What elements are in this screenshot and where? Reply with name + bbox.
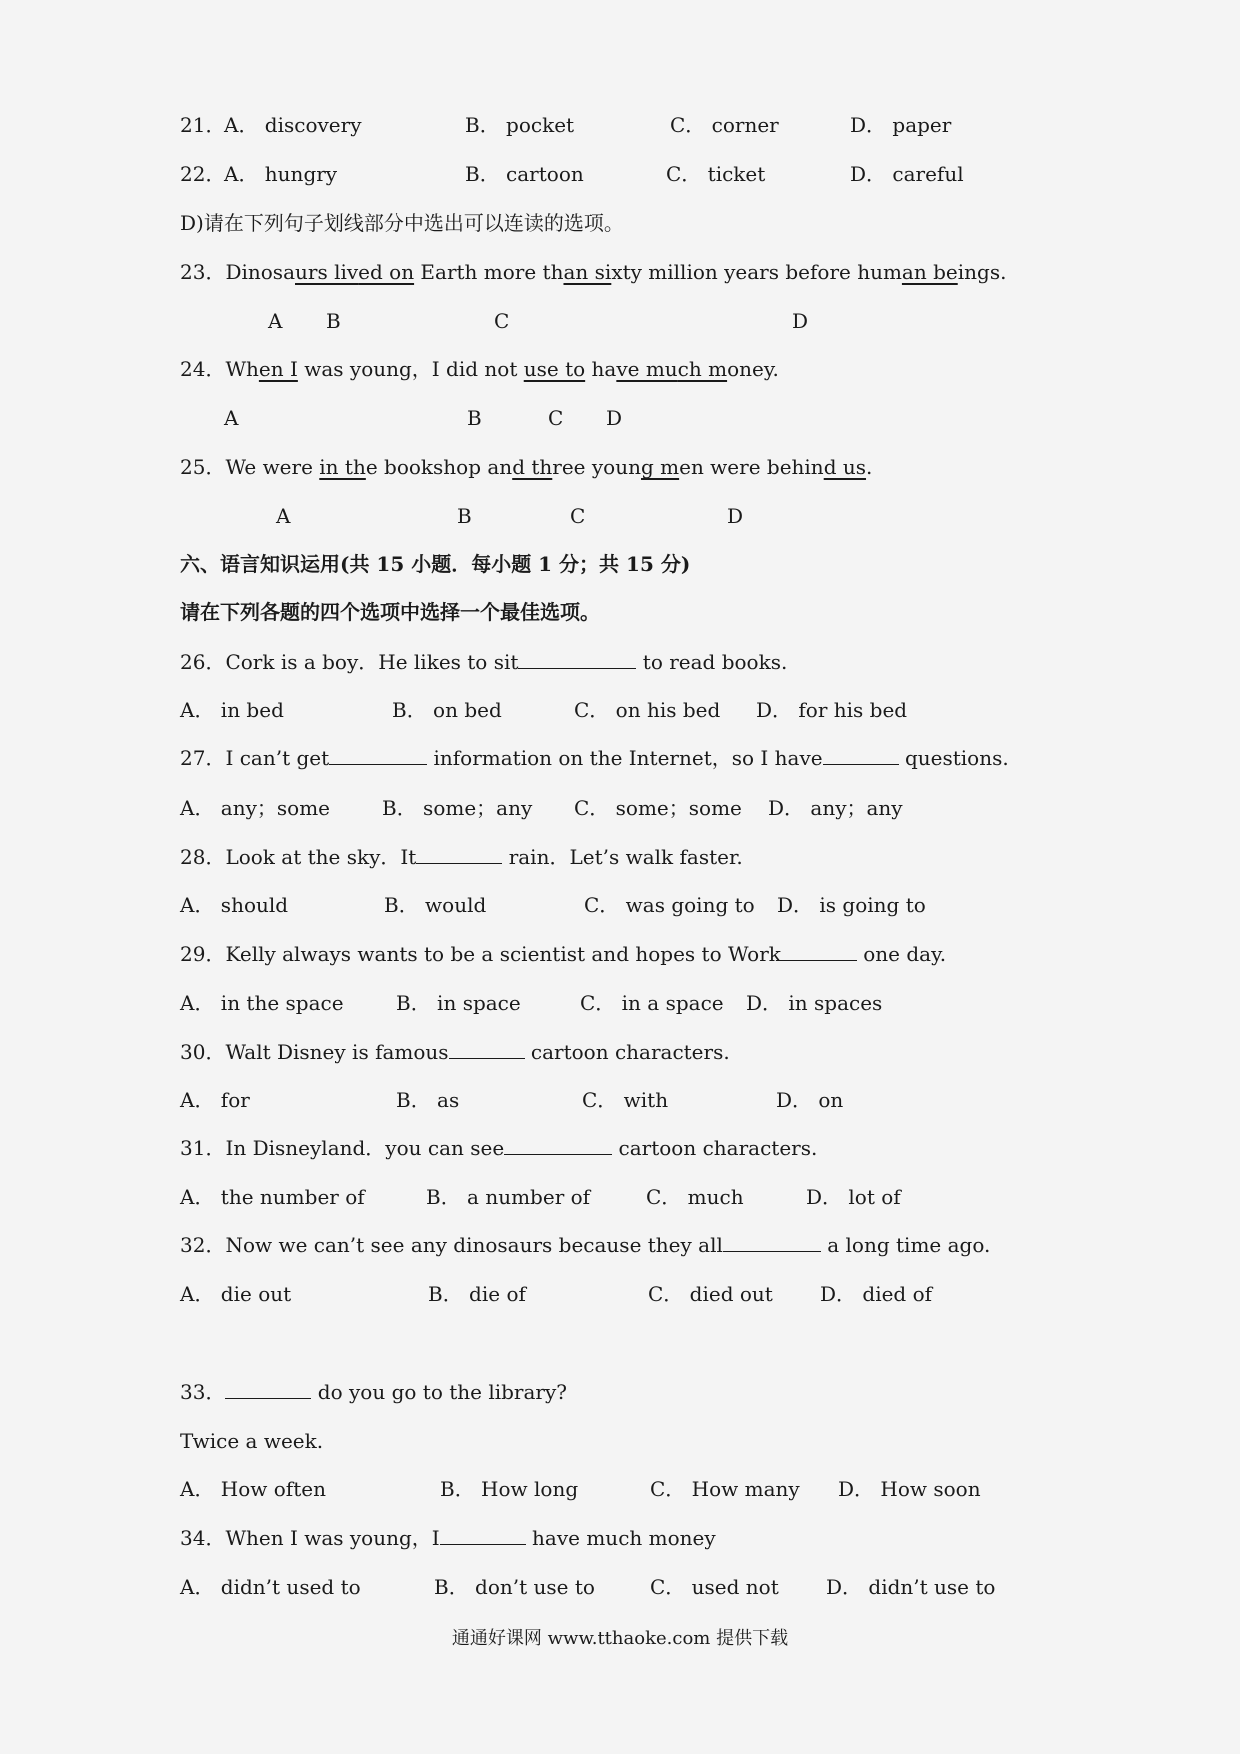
option-d: D． died of — [820, 1282, 933, 1306]
option-a: A． should — [180, 893, 289, 917]
option-a: A． discovery — [224, 113, 362, 137]
answer-blank — [823, 744, 899, 765]
underline-d: ch m — [677, 357, 728, 381]
option-d: D． didn’t use to — [826, 1575, 996, 1599]
underline-d: an be — [901, 260, 958, 284]
answer-blank — [449, 1038, 525, 1059]
answer-blank — [723, 1231, 821, 1252]
option-b: B． on bed — [392, 698, 502, 722]
question-29: 29．Kelly always wants to be a scientist and hopes to Work one day. — [180, 942, 947, 966]
question-27: 27．I can’t get information on the Internet，so I have questions. — [180, 746, 1009, 770]
option-c: C． much — [646, 1185, 744, 1209]
mark-b: B — [457, 504, 472, 528]
question-23: 23．Dinosaurs lived on Earth more than sixty million years before human beings. — [180, 260, 1007, 284]
option-a: A． any；some — [180, 796, 331, 820]
underline-d: d us — [823, 455, 867, 479]
option-a: A． the number of — [180, 1185, 365, 1209]
answer-blank — [416, 843, 502, 864]
mark-c: C — [570, 504, 586, 528]
option-d: D． any；any — [768, 796, 903, 820]
option-b: B． some；any — [382, 796, 533, 820]
option-d: D． for his bed — [756, 698, 908, 722]
mark-b: B — [467, 406, 482, 430]
option-b: B． as — [396, 1088, 460, 1112]
mark-d: D — [606, 406, 623, 430]
page-footer: 通通好课网 www.tthaoke.com 提供下载 — [451, 1628, 789, 1649]
option-d: D． lot of — [806, 1185, 901, 1209]
answer-blank — [440, 1524, 526, 1545]
underline-a: en I — [258, 357, 298, 381]
option-c: C． ticket — [666, 162, 766, 186]
underline-c: an si — [563, 260, 612, 284]
underline-a: in th — [319, 455, 366, 479]
underline-c: ve mu — [616, 357, 678, 381]
answer-blank — [518, 648, 636, 669]
answer-blank — [504, 1134, 612, 1155]
option-a: A． didn’t used to — [180, 1575, 361, 1599]
option-b: B． in space — [396, 991, 521, 1015]
mark-a: A — [276, 504, 291, 528]
option-d: D． in spaces — [746, 991, 883, 1015]
option-c: C． How many — [650, 1477, 800, 1501]
option-d: D． is going to — [777, 893, 926, 917]
answer-line: Twice a week. — [180, 1429, 324, 1453]
underline-b: d th — [512, 455, 553, 479]
underline-a: urs liv — [295, 260, 359, 284]
option-b: B． would — [384, 893, 487, 917]
mark-d: D — [727, 504, 744, 528]
question-number: 21． — [180, 113, 226, 137]
mark-c: C — [548, 406, 564, 430]
option-c: C． in a space — [580, 991, 724, 1015]
mark-a: A — [224, 406, 239, 430]
answer-blank — [781, 940, 857, 961]
mark-d: D — [792, 309, 809, 333]
mark-a: A — [268, 309, 283, 333]
option-b: B． cartoon — [465, 162, 584, 186]
option-c: C． with — [582, 1088, 669, 1112]
option-a: A． in the space — [180, 991, 344, 1015]
underline-c: g m — [640, 455, 680, 479]
section-6-instruction: 请在下列各题的四个选项中选择一个最佳选项。 — [180, 600, 600, 624]
section-d-instruction: D)请在下列句子划线部分中选出可以连读的选项。 — [180, 211, 624, 235]
option-b: B． don’t use to — [434, 1575, 595, 1599]
option-a: A． How often — [180, 1477, 326, 1501]
option-a: A． in bed — [180, 698, 284, 722]
question-32: 32．Now we can’t see any dinosaurs because they all a long time ago. — [180, 1233, 991, 1257]
option-d: D． careful — [850, 162, 964, 186]
answer-blank — [329, 744, 427, 765]
question-34: 34．When I was young，I have much money — [180, 1526, 716, 1550]
question-24: 24．When I was young，I did not use to have much money. — [180, 357, 779, 381]
option-c: C． used not — [650, 1575, 779, 1599]
option-d: D． How soon — [838, 1477, 981, 1501]
question-31: 31．In Disneyland．you can see cartoon characters. — [180, 1136, 818, 1160]
question-25: 25．We were in the bookshop and three young men were behind us. — [180, 455, 873, 479]
question-26: 26．Cork is a boy．He likes to sit to read books. — [180, 650, 788, 674]
option-c: C． was going to — [584, 893, 755, 917]
underline-b: use to — [523, 357, 586, 381]
option-d: D． paper — [850, 113, 952, 137]
option-b: B． die of — [428, 1282, 526, 1306]
option-b: B． pocket — [465, 113, 575, 137]
question-33: 33． do you go to the library? — [180, 1380, 567, 1404]
section-6-heading: 六、语言知识运用(共 15 小题．每小题 1 分；共 15 分) — [180, 552, 691, 576]
question-28: 28．Look at the sky．It rain．Let’s walk faster. — [180, 845, 743, 869]
option-d: D． on — [776, 1088, 844, 1112]
option-c: C． corner — [670, 113, 779, 137]
question-number: 22． — [180, 162, 226, 186]
option-c: C． some；some — [574, 796, 742, 820]
option-c: C． died out — [648, 1282, 773, 1306]
option-a: A． hungry — [224, 162, 338, 186]
option-a: A． for — [180, 1088, 250, 1112]
mark-c: C — [494, 309, 510, 333]
option-a: A． die out — [180, 1282, 292, 1306]
answer-blank — [225, 1378, 311, 1399]
option-c: C． on his bed — [574, 698, 721, 722]
option-b: B． How long — [440, 1477, 579, 1501]
underline-b: ed on — [358, 260, 415, 284]
question-22 — [180, 159, 225, 189]
mark-b: B — [326, 309, 341, 333]
question-30: 30．Walt Disney is famous cartoon characters. — [180, 1040, 730, 1064]
question-21 — [180, 110, 225, 140]
option-b: B． a number of — [426, 1185, 591, 1209]
